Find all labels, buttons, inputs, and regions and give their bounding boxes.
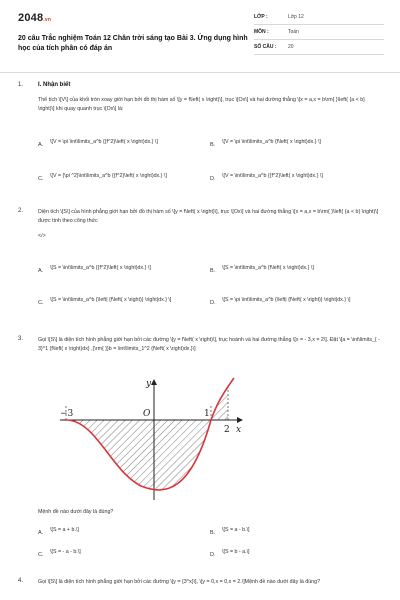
question-body [38, 336, 382, 354]
question-stem: Gọi \[S\] là diện tích hình phẳng giới hạn bởi các đường \[y = {3^x}\], \[y = 0,x = 0,x = 2.\]Mệnh đề nào dưới đây là đúng? [38, 579, 321, 585]
question-body [38, 82, 382, 114]
question-3 [18, 336, 384, 572]
function-graph [56, 376, 246, 502]
option-c[interactable] [38, 172, 208, 182]
meta-value: Toán [288, 29, 299, 35]
option-c[interactable] [38, 296, 208, 306]
option-text: \[S = a - b.\] [222, 527, 250, 533]
option-text: \[V = \int\limits_a^b {{f^2}\left( x \right)dx.} \] [222, 173, 323, 179]
option-text: \[V = \pi \int\limits_a^b {f\left( x \right)dx.} \] [222, 139, 321, 145]
question-stem: Gọi \[S\] là diện tích hình phẳng giới hạn bởi các đường \[y = f\left( x \right)\], trục hoành và hai đường thẳng \[x = - 3,x = 2\]. Đặt \[a = \int\limits_{ - 3}^1 {f\left( x \right)dx} ,{\rm{ }}b = \int\limits_1^2 {f\left( x \right)dx.}\] [38, 337, 380, 352]
meta-table [254, 10, 384, 55]
question-1 [18, 82, 384, 192]
meta-row-count [254, 40, 384, 55]
question-extra: </> [38, 233, 46, 239]
option-a[interactable] [38, 138, 208, 148]
option-d[interactable] [210, 172, 380, 182]
option-text: \[S = - a - b.\] [50, 549, 81, 555]
question-body [38, 208, 382, 241]
option-letter: A. [38, 268, 44, 274]
option-letter: C. [38, 300, 44, 306]
meta-key: SỐ CÂU : [254, 44, 277, 50]
option-letter: D. [210, 176, 216, 182]
option-a[interactable] [38, 264, 208, 274]
origin-label: O [143, 409, 151, 419]
meta-row-subject [254, 25, 384, 40]
question-number: 2. [18, 208, 24, 214]
question-number: 1. [18, 82, 24, 88]
option-letter: B. [210, 268, 216, 274]
option-letter: B. [210, 142, 216, 148]
option-letter: A. [38, 530, 44, 536]
option-text: \[S = b - a.\] [222, 549, 250, 555]
option-text: \[V = \pi \int\limits_a^b {{f^2}\left( x \right)dx.} \] [50, 139, 158, 145]
option-letter: D. [210, 300, 216, 306]
question-prompt: Mệnh đề nào dưới đây là đúng? [38, 509, 114, 515]
header-divider [0, 72, 400, 73]
meta-value: 20 [288, 44, 294, 50]
option-letter: D. [210, 552, 216, 558]
logo-main: 2048 [18, 12, 44, 24]
option-b[interactable] [210, 138, 380, 148]
page-header [18, 10, 384, 62]
option-text: \[V = {\pi ^2}\int\limits_a^b {{f^2}\left( x \right)dx.} \] [50, 173, 167, 179]
y-axis-label: y [146, 379, 152, 389]
option-text: \[S = a + b.\] [50, 527, 79, 533]
question-4 [18, 578, 384, 600]
x-axis-label: x [236, 425, 242, 435]
meta-key: LỚP : [254, 14, 268, 20]
option-letter: C. [38, 552, 44, 558]
option-a[interactable] [38, 526, 208, 536]
option-letter: B. [210, 530, 216, 536]
question-body [38, 578, 382, 587]
graph-svg [56, 376, 246, 502]
meta-value: Lớp 12 [288, 14, 304, 20]
option-letter: A. [38, 142, 44, 148]
option-text: \[S = \pi \int\limits_a^b {\left| {f\left( x \right)} \right|dx.} \] [222, 297, 351, 303]
section-heading: I. Nhận biết [38, 82, 71, 88]
logo-suffix: .vn [43, 17, 52, 23]
option-d[interactable] [210, 296, 380, 306]
site-logo[interactable] [18, 12, 51, 24]
tick-label-minus3: −3 [60, 409, 74, 419]
document-title: 20 câu Trắc nghiệm Toán 12 Chân trời sáng tạo Bài 3. Ứng dụng hình học của tích phân có đáp án [18, 35, 248, 52]
tick-label-1: 1 [204, 409, 210, 419]
option-b[interactable] [210, 526, 380, 536]
question-stem: Thể tích \[V\] của khối tròn xoay giới hạn bởi đồ thị hàm số \[y = f\left( x \right)\], trục \[Ox\] và hai đường thẳng \[x = a,x = b\rm{ }\left( {a < b} \right)\] khi quay quanh trục \[Ox\] là: [38, 97, 365, 112]
option-c[interactable] [38, 548, 208, 558]
tick-label-2: 2 [224, 425, 230, 435]
option-text: \[S = \int\limits_a^b {f\left( x \right)dx.} \] [222, 265, 314, 271]
meta-key: MÔN : [254, 29, 269, 35]
question-stem: Diện tích \[S\] của hình phẳng giới hạn bởi đồ thị hàm số \[y = f\left( x \right)\], trục \[Ox\] và hai đường thẳng \[x = a,x = b\rm{ }\left( {a < b} \right)\] được tính theo công thức [38, 209, 379, 224]
question-number: 4. [18, 578, 24, 584]
option-text: \[S = \int\limits_a^b {\left| {f\left( x \right)} \right|dx.} \] [50, 297, 172, 303]
question-2 [18, 208, 384, 324]
meta-row-grade [254, 10, 384, 25]
option-b[interactable] [210, 264, 380, 274]
option-d[interactable] [210, 548, 380, 558]
question-number: 3. [18, 336, 24, 342]
option-text: \[S = \int\limits_a^b {{f^2}\left( x \right)dx.} \] [50, 265, 151, 271]
option-letter: C. [38, 176, 44, 182]
